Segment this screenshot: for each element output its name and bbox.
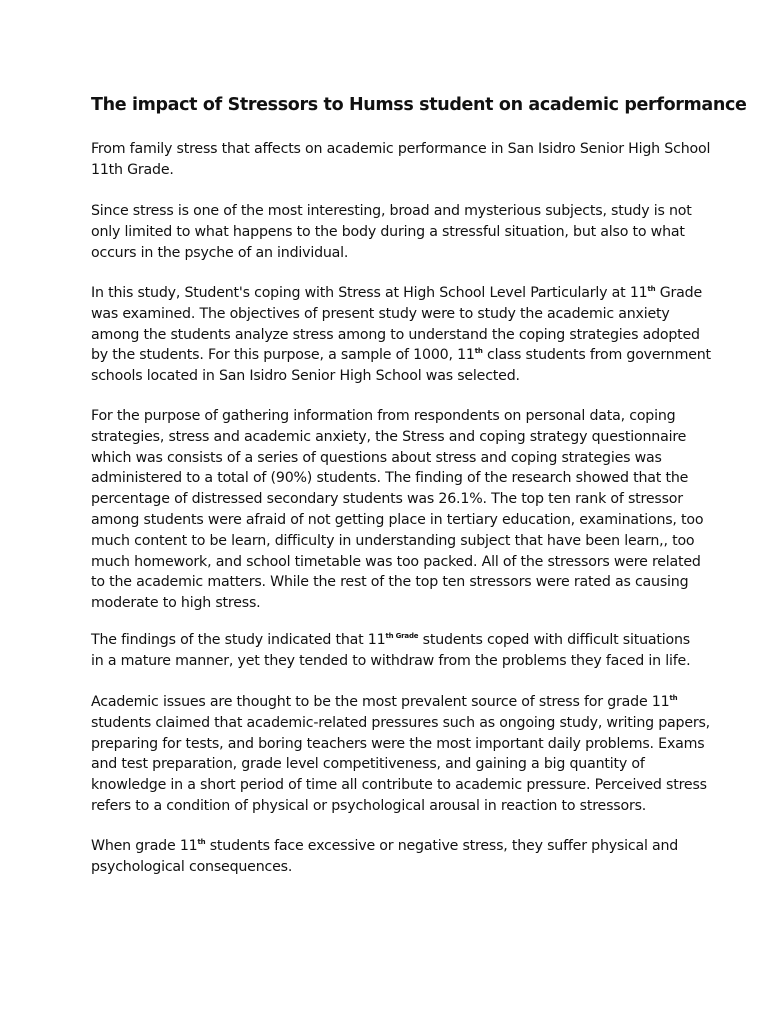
text-line [91, 366, 691, 387]
text-line [91, 345, 711, 366]
text-line [91, 201, 691, 222]
text-line [91, 796, 691, 817]
text-line [91, 651, 691, 672]
text-line [91, 448, 691, 469]
text-line [91, 304, 691, 325]
text-run: in a mature manner, yet they tended to withdraw from the problems they faced in life. [91, 652, 691, 669]
text-run: and test preparation, grade level competitiveness, and gaining a big quantity of [91, 756, 645, 773]
text-run: administered to a total of (90%) students. The finding of the research showed that the [91, 470, 689, 487]
text-line [91, 243, 691, 264]
text-line [91, 510, 704, 531]
text-run: knowledge in a short period of time all contribute to academic pressure. Perceived stress [91, 777, 707, 794]
text-line [91, 222, 691, 243]
text-run: Academic issues are thought to be the most prevalent source of stress for grade 11 [91, 694, 670, 710]
superscript: th Grade [385, 632, 419, 640]
superscript: th [197, 838, 206, 846]
text-run: much homework, and school timetable was too packed. All of the stressors were related [91, 553, 701, 570]
text-line [91, 593, 691, 614]
text-line [91, 630, 691, 651]
text-line [91, 531, 695, 552]
text-line [91, 468, 691, 489]
text-run: among the students analyze stress among to understand the coping strategies adopted [91, 326, 700, 343]
paragraph-5 [91, 630, 691, 672]
text-run: was examined. The objectives of present study were to study the academic anxiety [91, 305, 670, 322]
text-line [91, 427, 691, 448]
text-run: students face excessive or negative stress, they suffer physical and [205, 838, 679, 854]
paragraph-3 [91, 283, 711, 387]
text-line [91, 139, 711, 160]
text-line [91, 692, 691, 713]
paragraph-2 [91, 201, 691, 263]
text-run: refers to a condition of physical or psychological arousal in reaction to stressors. [91, 797, 647, 814]
text-run: The findings of the study indicated that 11 [91, 632, 386, 648]
text-run: much content to be learn, difficulty in understanding subject that have been learn,, too [91, 532, 695, 549]
text-line [91, 857, 691, 878]
text-line [91, 775, 707, 796]
text-line [91, 572, 691, 593]
text-run: students coped with difficult situations [418, 632, 690, 648]
paragraph-1 [91, 139, 711, 181]
text-run: percentage of distressed secondary students was 26.1%. The top ten rank of stressor [91, 491, 683, 508]
text-run: From family stress that affects on academic performance in San Isidro Senior High School [91, 141, 711, 157]
text-line [91, 713, 710, 734]
text-line [91, 754, 691, 775]
superscript: th [669, 694, 678, 702]
text-run: 11th Grade. [91, 161, 174, 178]
paragraph-7 [91, 836, 691, 878]
text-run: moderate to high stress. [91, 595, 261, 612]
text-line [91, 160, 691, 181]
text-run: among students were afraid of not getting place in tertiary education, examinations, too [91, 511, 704, 528]
text-run: Grade [655, 285, 703, 301]
text-run: only limited to what happens to the body during a stressful situation, but also to what [91, 223, 685, 240]
text-run: In this study, Student's coping with Stress at High School Level Particularly at 11 [91, 285, 648, 301]
text-run: schools located in San Isidro Senior High School was selected. [91, 368, 520, 385]
text-line [91, 552, 701, 573]
text-run: occurs in the psyche of an individual. [91, 244, 349, 261]
text-line [91, 836, 691, 857]
text-run: psychological consequences. [91, 858, 293, 875]
text-run: class students from government [482, 347, 711, 364]
text-run: students claimed that academic-related pressures such as ongoing study, writing papers, [91, 714, 710, 731]
text-line [91, 489, 691, 510]
paragraph-6 [91, 692, 710, 817]
superscript: th [647, 285, 656, 293]
text-run: to the academic matters. While the rest of the top ten stressors were rated as causing [91, 574, 689, 591]
document-title: The impact of Stressors to Humss student on academic performance [91, 95, 747, 115]
text-line [91, 283, 703, 304]
text-run: by the students. For this purpose, a sample of 1000, 11 [91, 347, 475, 364]
text-run: which was consists of a series of questions about stress and coping strategies was [91, 449, 662, 466]
text-line [91, 325, 700, 346]
text-line [91, 406, 691, 427]
text-run: Since stress is one of the most interesting, broad and mysterious subjects, study is not [91, 203, 692, 219]
text-run: When grade 11 [91, 838, 198, 854]
text-line [91, 734, 705, 755]
superscript: th [474, 347, 483, 356]
text-run: preparing for tests, and boring teachers were the most important daily problems. Exams [91, 735, 705, 752]
paragraph-4 [91, 406, 704, 614]
text-run: For the purpose of gathering information from respondents on personal data, coping [91, 408, 676, 424]
text-run: strategies, stress and academic anxiety, the Stress and coping strategy questionnaire [91, 428, 687, 445]
